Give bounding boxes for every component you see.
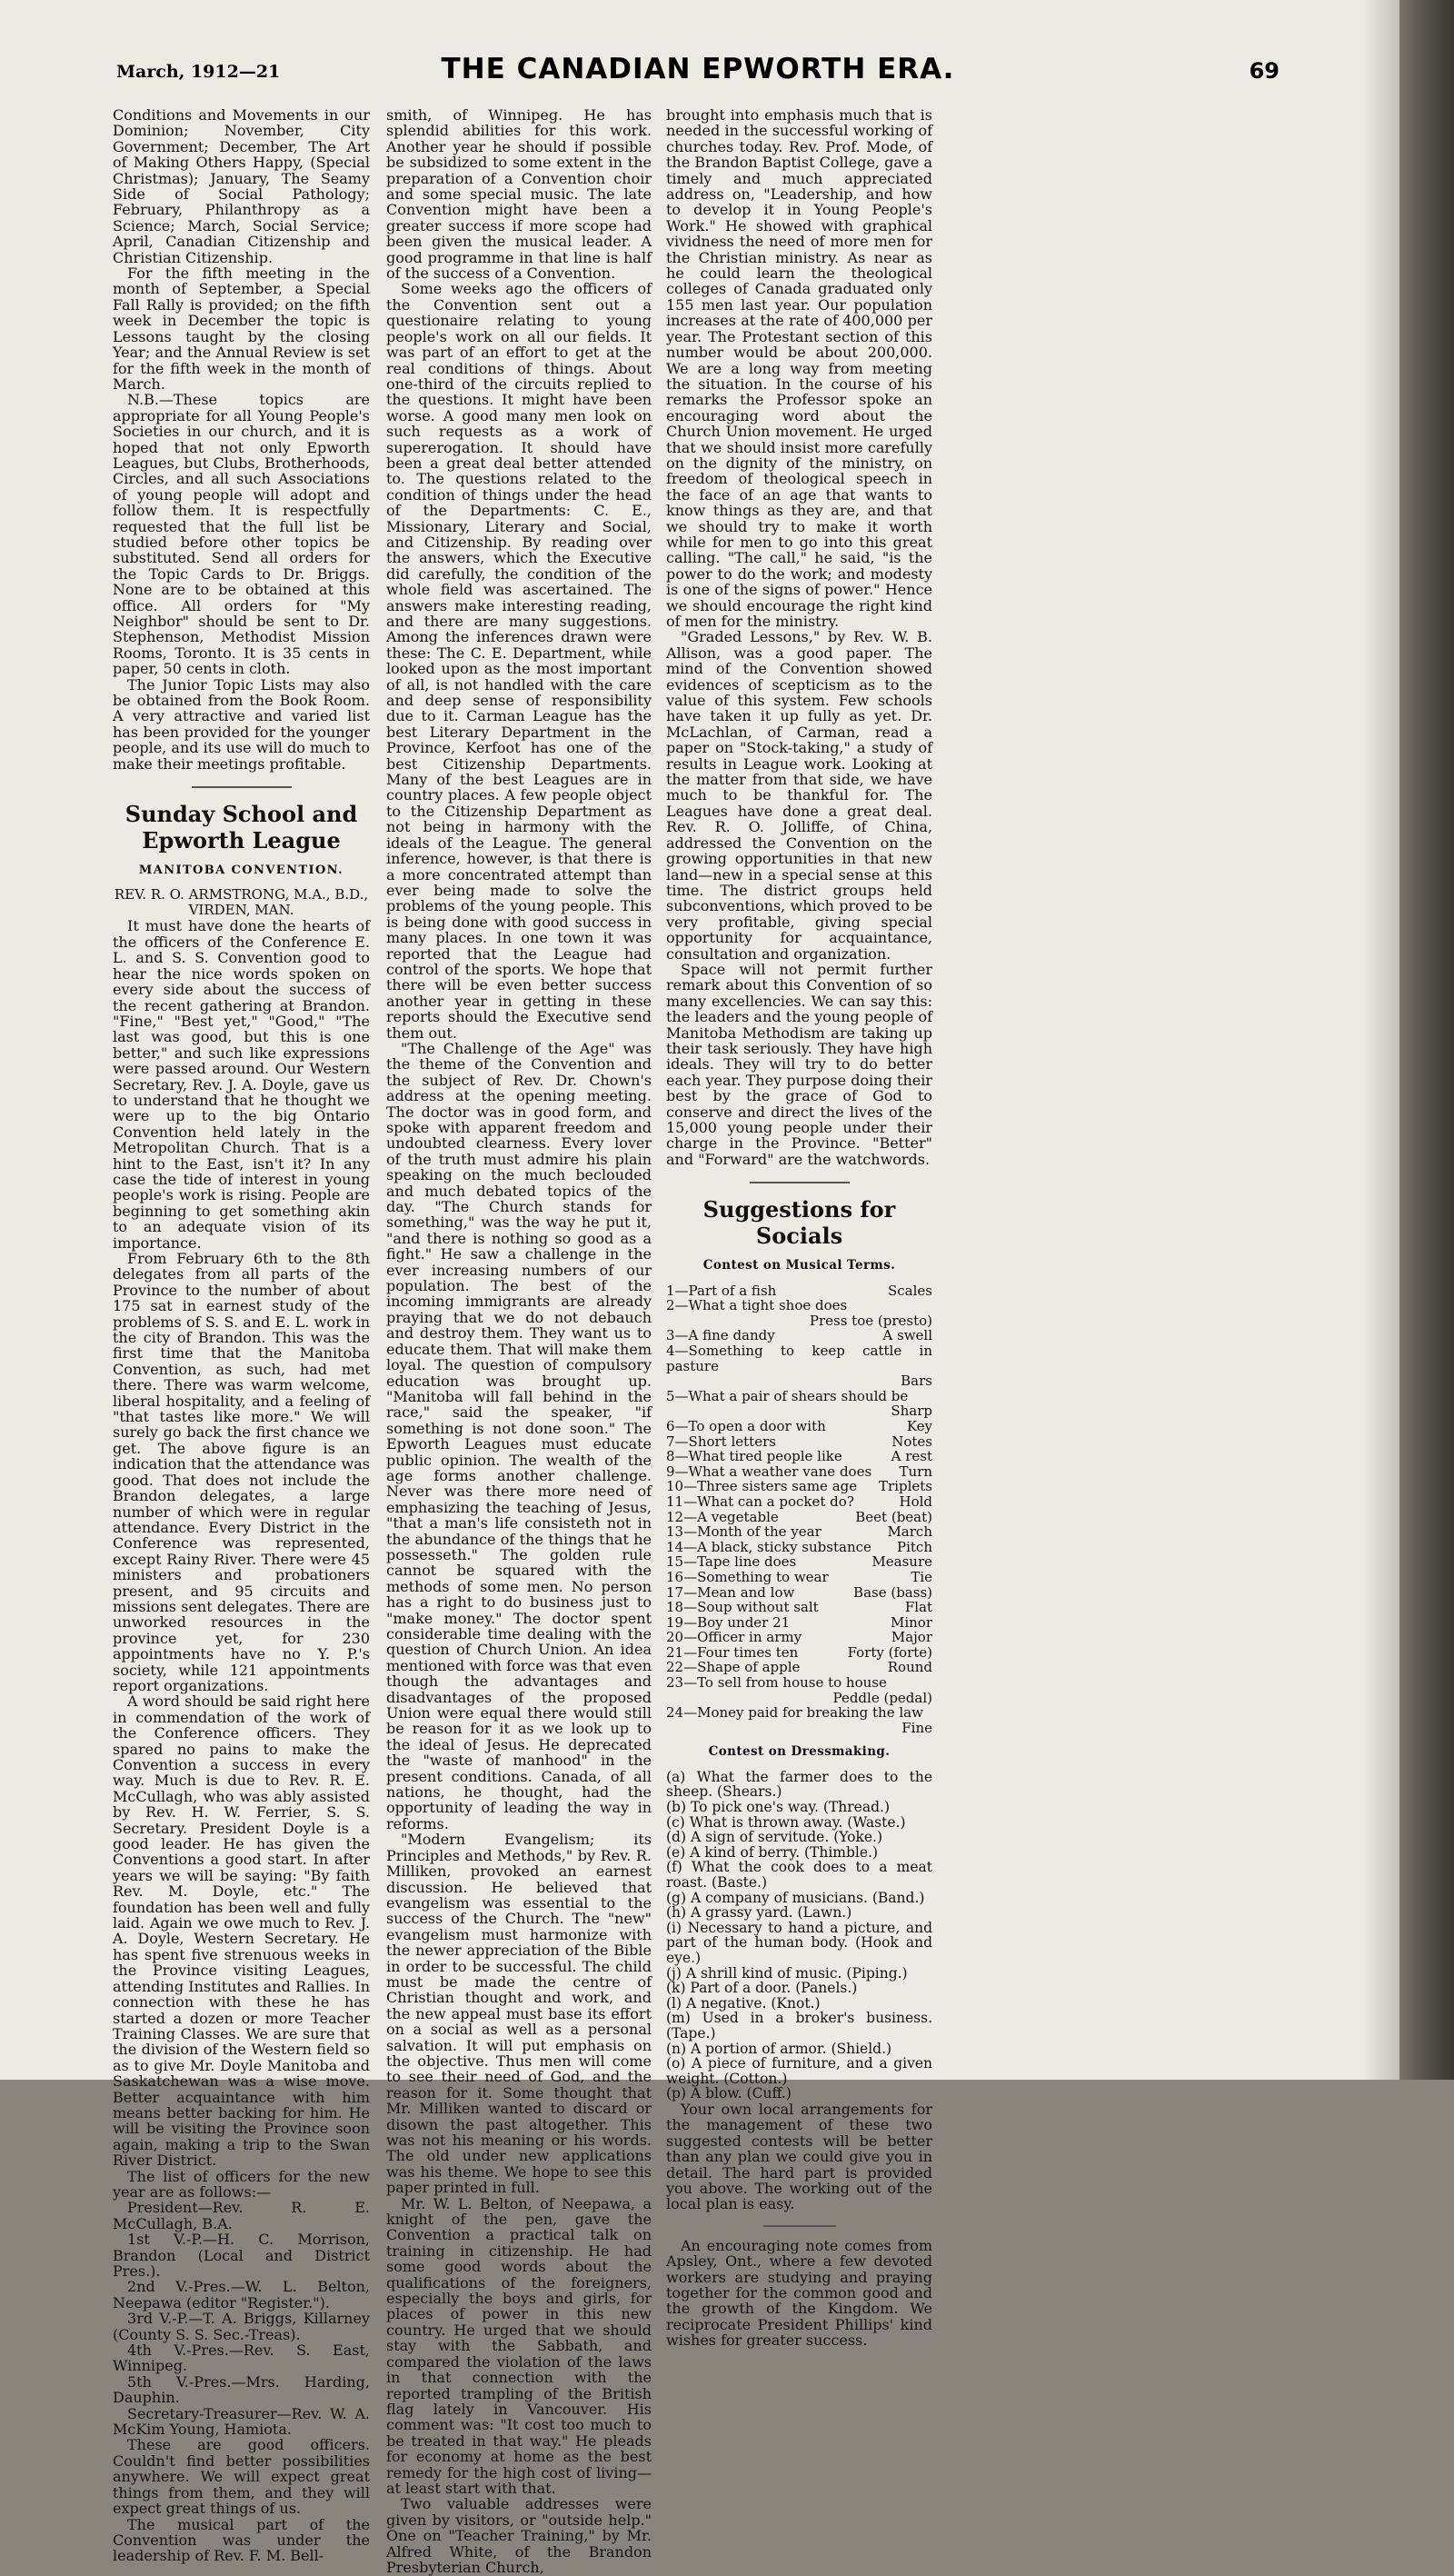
officer-line: President—Rev. R. E. McCullagh, B.A. — [113, 2199, 370, 2232]
header-date: March, 1912—21 — [116, 62, 281, 82]
musical-term-question: 2—What a tight shoe does — [666, 1298, 848, 1314]
divider — [750, 1182, 850, 1183]
musical-term-item — [666, 1554, 932, 1570]
musical-term-answer: Turn — [899, 1463, 932, 1480]
musical-term-answer: Sharp — [891, 1403, 932, 1419]
paragraph: "Modern Evangelism; its Principles and Methods," by Rev. R. Milliken, provoked an earnest discussion. He believed that evangelism was essential to the success of the Church. The "new" evangelism must harmonize with the newer appreciation of the Bible in order to be successful. The child must be made the centre of Christian thought and work, and the new appeal must base its effort on a social as well as a personal salvation. It will put emphasis on the objective. Thus men will come to see their need of God, and the reason for it. Some thought that Mr. Milliken wanted to discard or disown the past altogether. This was not his meaning or his words. The old under new applications was his theme. We hope to see this paper printed in full. — [386, 1831, 652, 2197]
musical-term-answer: Flat — [904, 1600, 932, 1615]
divider — [192, 786, 292, 788]
musical-term-answer: Fine — [901, 1719, 932, 1736]
dressmaking-item: (n) A portion of armor. (Shield.) — [666, 2040, 892, 2057]
dressmaking-item: (f) What the cook does to a meat roast. (Baste.) — [666, 1859, 932, 1891]
musical-term-question: 20—Officer in army — [666, 1630, 802, 1645]
musical-term-item — [666, 1630, 932, 1645]
dressmaking-item: (e) A kind of berry. (Thimble.) — [666, 1843, 879, 1861]
musical-term-item — [666, 1570, 932, 1585]
officer-line: 4th V.-Pres.—Rev. S. East, Winnipeg. — [113, 2341, 370, 2375]
musical-term-answer: Minor — [890, 1614, 932, 1631]
paragraph: For the fifth meeting in the month of September, a Special Fall Rally is provided; on the fifth week in December the topic is Lessons taught by the closing Year; and the Annual Review is set for the fifth week in the month of March. — [113, 265, 370, 393]
musical-term-question: 11—What can a pocket do? — [666, 1493, 854, 1510]
paragraph: "Graded Lessons," by Rev. W. B. Allison, was a good paper. The mind of the Convention showed evidences of scepticism as to the value of this system. Few schools have taken it up fully as yet. Dr. McLachlan, of Carman, read a paper on "Stock-taking," a study of results in League work. Looking at the matter from that side, we have much to be thankful for. The Leagues have done a great deal. Rev. R. O. Jolliffe, of China, addressed the Convention on the growing opportunities in that new land—new in a special sense at this time. The district groups held subconventions, which proved to be very profitable, giving special opportunity for acquaintance, consultation and organization. — [666, 628, 932, 963]
musical-term-answer: Press toe (presto) — [809, 1312, 932, 1329]
paragraph: The Junior Topic Lists may also be obtained from the Book Room. A very attractive and varied list has been provided for the younger people, and its use will do much to make their meetings profitable. — [113, 675, 370, 773]
column-1 — [113, 107, 370, 2564]
column-2 — [386, 107, 652, 2575]
contest-musical-title: Contest on Musical Terms. — [702, 1258, 896, 1273]
dressmaking-item: (b) To pick one's way. (Thread.) — [666, 1799, 890, 1816]
musical-term-item — [666, 1283, 932, 1299]
header-page-number: 69 — [1249, 58, 1280, 84]
dressmaking-list — [666, 1770, 932, 2102]
musical-term-question: 22—Shape of apple — [666, 1660, 801, 1676]
musical-term-item — [666, 1540, 932, 1555]
paragraph: A word should be said right here in commendation of the work of the Conference officers. They spared no pains to make the Convention a success in every way. Much is due to Rev. R. E. McCullagh, who was ably assisted by Rev. H. W. Ferrier, S. S. Secretary. President Doyle is a good leader. He has given the Conventions a good start. In after years we will be saying: "By faith Rev. M. Doyle, etc." The foundation has been well and fully laid. Again we owe much to Rev. J. A. Doyle, Western Secretary. He has spent five strenuous weeks in the Province visiting Leagues, attending Institutes and Rallies. In connection with these he has started a dozen or more Teacher Training Classes. We are sure that the division of the Western field so as to give Mr. Doyle Manitoba and Saskatchewan was a wise move. Better acquaintance with him means better backing for him. He will be visiting the Province soon again, making a trip to the Swan River District. — [113, 1692, 370, 2170]
dressmaking-item: (d) A sign of servitude. (Yoke.) — [666, 1829, 883, 1846]
musical-term-item — [666, 1600, 932, 1615]
musical-term-item — [666, 1645, 932, 1661]
musical-term-answer: Beet (beat) — [855, 1509, 932, 1525]
dressmaking-item: (p) A blow. (Cuff.) — [666, 2085, 792, 2102]
musical-term-answer: Bars — [901, 1373, 932, 1389]
paragraph: Mr. W. L. Belton, of Neepawa, a knight of the pen, gave the Convention a practical talk on training in citizenship. He had some good words about the qualifications of the foreigners, especially the boys and girls, for places of power in this new country. He urged that we should stay with the Sabbath, and compared the violation of the laws in that connection with the reported trampling of the British flag lately in Vancouver. His comment was: "It cost too much to be treated in that way." He pleads for economy at home as the best remedy for the high cost of living—at least start with that. — [386, 2194, 652, 2497]
officer-line: 2nd V.-Pres.—W. L. Belton, Neepawa (editor "Register."). — [113, 2278, 370, 2311]
musical-term-question: 6—To open a door with — [666, 1418, 826, 1434]
dressmaking-item: (k) Part of a door. (Panels.) — [666, 1980, 858, 1997]
musical-term-answer: A rest — [891, 1449, 932, 1464]
musical-term-question: 9—What a weather vane does — [666, 1463, 872, 1480]
book-binding — [1399, 0, 1454, 2080]
divider — [763, 2225, 836, 2227]
officer-line: 1st V.-P.—H. C. Morrison, Brandon (Local and District Pres.). — [113, 2231, 370, 2280]
musical-term-item — [666, 1343, 932, 1389]
musical-term-item — [666, 1585, 932, 1601]
musical-term-answer: Round — [887, 1660, 932, 1676]
musical-term-question: 10—Three sisters same age — [666, 1479, 858, 1494]
paragraph: Two valuable addresses were given by visitors, or "outside help." One on "Teacher Training," by Mr. Alfred White, of the Brandon Presbyterian Church, — [386, 2495, 652, 2576]
article-author: REV. R. O. ARMSTRONG, M.A., B.D., VIRDEN, MAN. — [114, 886, 369, 919]
paragraph: N.B.—These topics are appropriate for all Young People's Societies in our church, and it is hoped that not only Epworth Leagues, but Clubs, Brotherhoods, Circles, and all such Associations of young people will adopt and follow them. It is respectfully requested that the full list be studied before other topics be substituted. Send all orders for the Topic Cards to Dr. Briggs. None are to be obtained at this office. All orders for "My Neighbor" should be sent to Dr. Stephenson, Methodist Mission Rooms, Toronto. It is 35 cents in paper, 50 cents in cloth. — [113, 391, 370, 678]
paragraph: The list of officers for the new year are as follows:— — [113, 2167, 370, 2201]
header-title: THE CANADIAN EPWORTH ERA. — [441, 53, 955, 85]
musical-term-item — [666, 1705, 932, 1735]
musical-term-item — [666, 1524, 932, 1540]
musical-term-answer: Notes — [891, 1433, 932, 1450]
musical-term-item — [666, 1449, 932, 1464]
dressmaking-item: (a) What the farmer does to the sheep. (Shears.) — [666, 1768, 932, 1801]
musical-term-item — [666, 1434, 932, 1450]
running-header — [116, 53, 1280, 98]
musical-term-question: 12—A vegetable — [666, 1509, 779, 1525]
musical-term-question: 16—Something to wear — [666, 1569, 829, 1585]
column-3 — [666, 107, 932, 2349]
musical-term-item — [666, 1660, 932, 1675]
musical-term-item — [666, 1419, 932, 1434]
dressmaking-item: (j) A shrill kind of music. (Piping.) — [666, 1964, 908, 1982]
dressmaking-item: (o) A piece of furniture, and a given weight. (Cotton.) — [666, 2055, 932, 2087]
officer-line: Secretary-Treasurer—Rev. W. A. McKim Young, Hamiota. — [113, 2404, 370, 2439]
musical-term-item — [666, 1494, 932, 1510]
paragraph: Conditions and Movements in our Dominion; November, City Government; December, The Art of Making Others Happy, (Special Christmas); January, The Seamy Side of Social Pathology; February, Philanthropy as a Science; March, Social Service; April, Canadian Citizenship and Christian Citizenship. — [113, 106, 370, 266]
musical-term-answer: Major — [891, 1630, 932, 1645]
socials-title: Suggestions for Socials — [702, 1196, 896, 1250]
musical-term-question: 1—Part of a fish — [666, 1283, 777, 1299]
musical-term-question: 4—Something to keep cattle in pasture — [666, 1343, 932, 1374]
paragraph: Space will not permit further remark about this Convention of so many excellencies. We can say this: the leaders and the young people of Manitoba Methodism are taking up their task seriously. They have high ideals. They will try to do better each year. They purpose doing their best by the grace of God to conserve and direct the lives of the 15,000 young people under their charge in the Province. "Better" and "Forward" are the watchwords. — [666, 960, 932, 1168]
dressmaking-item: (g) A company of musicians. (Band.) — [666, 1889, 925, 1906]
musical-term-item — [666, 1389, 932, 1419]
musical-term-question: 15—Tape line does — [666, 1554, 797, 1570]
contest-dressmaking-title: Contest on Dressmaking. — [708, 1744, 891, 1760]
musical-term-answer: March — [887, 1524, 932, 1540]
musical-term-question: 8—What tired people like — [666, 1449, 842, 1464]
musical-term-item — [666, 1328, 932, 1343]
musical-term-question: 14—A black, sticky substance — [666, 1539, 871, 1555]
musical-term-answer: Forty (forte) — [847, 1644, 932, 1661]
musical-term-answer: Hold — [899, 1493, 932, 1510]
musical-term-answer: A swell — [882, 1328, 932, 1343]
paragraph: The musical part of the Convention was under the leadership of Rev. F. M. Bell- — [113, 2515, 370, 2565]
musical-term-question: 21—Four times ten — [666, 1644, 799, 1661]
paragraph: Some weeks ago the officers of the Convention sent out a questionaire relating to young people's work on all our fields. It was part of an effort to get at the real conditions of things. About one-third of the circuits replied to the questions. It might have been worse. A good many men look on such requests as a work of supererogation. It should have been a great deal better attended to. The questions related to the condition of things under the head of the Departments: C. E., Missionary, Literary and Social, and Citizenship. By reading over the answers, which the Executive did carefully, the condition of the whole field was ascertained. The answers make interesting reading, and there are many suggestions. Among the inferences drawn were these: The C. E. Department, while looked upon as the most important of all, is not handled with the care and deep sense of responsibility due to it. Carman League has the best Literary Department in the Province, Kerfoot has one of the best Citizenship Departments. Many of the best Leagues are in country places. A few people object to the Citizenship Department as not being in harmony with the ideals of the League. The general inference, however, is that there is a more concentrated attempt than ever being made to solve the problems of the young people. This is being done with good success in many places. In one town it was reported that the League had control of the sports. We hope that there will be even better success another year in getting in these reports should the Executive send them out. — [386, 280, 652, 1042]
musical-term-answer: Triplets — [879, 1479, 932, 1494]
musical-term-item — [666, 1510, 932, 1525]
paragraph: From February 6th to the 8th delegates from all parts of the Province to the number of about 175 sat in earnest study of the problems of S. S. and E. L. work in the city of Brandon. This was the first time that the Manitoba Convention, as such, had met there. There was warm welcome, liberal hospitality, and a feeling of "that tastes like more." We will surely go back the first chance we get. The above figure is an indication that the attendance was good. That does not include the Brandon delegates, a large number of which were in regular attendance. Every District in the Conference was represented, except Rainy River. There were 45 ministers and probationers present, and 95 circuits and missions sent delegates. There are unworked resources in the province yet, for 230 appointments have no Y. P.'s society, while 121 appointments report organizations. — [113, 1250, 370, 1694]
musical-term-item — [666, 1464, 932, 1480]
musical-term-question: 19—Boy under 21 — [666, 1614, 791, 1631]
musical-term-answer: Measure — [871, 1554, 932, 1570]
musical-term-item — [666, 1615, 932, 1631]
article-title: Sunday School and Epworth League — [124, 801, 358, 854]
paragraph: These are good officers. Couldn't find better possibilities anywhere. We will expect great things from them, and they will expect great things of us. — [113, 2436, 370, 2518]
musical-term-answer: Pitch — [897, 1539, 932, 1555]
paragraph: An encouraging note comes from Apsley, Ont., where a few devoted workers are studying and praying together for the common good and the growth of the Kingdom. We reciprocate President Phillips' kind wishes for greater success. — [666, 2236, 932, 2350]
musical-term-answer: Peddle (pedal) — [832, 1689, 932, 1706]
musical-term-question: 24—Money paid for breaking the law — [666, 1705, 923, 1722]
officer-line: 5th V.-Pres.—Mrs. Harding, Dauphin. — [113, 2372, 370, 2407]
paragraph: "The Challenge of the Age" was the theme of the Convention and the subject of Rev. Dr. Chown's address at the opening meeting. The doctor was in good form, and spoke with apparent freedom and undoubted clearness. Every lover of the truth must admire his plain speaking on the much beclouded and much debated topics of the day. "The Church stands for something," was the way he put it, "and there is nothing so good as a fight." He saw a challenge in the ever increasing numbers of our population. The best of the incoming immigrants are already praying that we do not debauch and destroy them. They want us to educate them. That will make them loyal. The question of compulsory education was brought up. "Manitoba will fall behind in the race," said the speaker, "if something is not done soon." The Epworth Leagues must educate public opinion. The wealth of the age forms another challenge. Never was there more need of emphasizing the teaching of Jesus, "that a man's life consisteth not in the abundance of the things that he possesseth." The golden rule cannot be squared with the methods of some men. No person has a right to do business just to "make money." The doctor spent considerable time dealing with the question of Church Union. An idea mentioned with force was that even though the advantages and disadvantages of the proposed Union were equal there would still be reason for it as we look up to the ideal of Jesus. He deprecated the "waste of manhood" in the present conditions. Canada, of all nations, he thought, had the opportunity of leading the way in reforms. — [386, 1039, 652, 1832]
musical-term-item — [666, 1675, 932, 1705]
paragraph: It must have done the hearts of the officers of the Conference E. L. and S. S. Convention good to hear the nice words spoken on every side about the success of the recent gathering at Brandon. "Fine," "Best yet," "Good," "The last was good, but this is one better," and such like expressions were passed around. Our Western Secretary, Rev. J. A. Doyle, gave us to understand that he thought we were up to the big Ontario Convention held lately in the Metropolitan Church. That is a hint to the East, isn't it? In any case the tide of interest in young people's work is rising. People are beginning to get something akin to an adequate vision of its importance. — [113, 917, 370, 1252]
paragraph: brought into emphasis much that is needed in the successful working of churches today. Rev. Prof. Mode, of the Brandon Baptist College, gave a timely and much appreciated address on, "Leadership, and how to develop it in Young People's Work." He showed with graphical vividness the need of more men for the Christian ministry. As near as he could learn the theological colleges of Canada graduated only 155 men last year. Our population increases at the rate of 400,000 per year. The Protestant section of this number would be about 200,000. We are a long way from meeting the situation. In the course of his remarks the Professor spoke an encouraging word about the Church Union movement. He urged that we should insist more carefully on the dignity of the ministry, on freedom of theological speech in the face of an age that wants to know things as they are, and that we should try to make it worth while for men to go into this great calling. "The call," he said, "is the power to do the work; and modesty is one of the signs of power." Hence we should encourage the right kind of men for the ministry. — [666, 106, 932, 630]
article-subtitle: MANITOBA CONVENTION. — [138, 864, 344, 878]
paragraph: Your own local arrangements for the management of these two suggested contests will be better than any plan we could give you in detail. The hard part is provided you above. The working out of the local plan is easy. — [666, 2100, 932, 2213]
paragraph: smith, of Winnipeg. He has splendid abilities for this work. Another year he should if possible be subsidized to some extent in the preparation of a Convention choir and some special music. The late Convention might have been a greater success if more scope had been given the musical leader. A good programme in that line is half of the success of a Convention. — [386, 106, 652, 283]
dressmaking-item: (h) A grassy yard. (Lawn.) — [666, 1904, 852, 1922]
dressmaking-item: (c) What is thrown away. (Waste.) — [666, 1813, 906, 1831]
dressmaking-item: (l) A negative. (Knot.) — [666, 1994, 821, 2012]
musical-term-answer: Key — [906, 1418, 932, 1434]
musical-term-question: 3—A fine dandy — [666, 1328, 775, 1343]
dressmaking-item: (i) Necessary to hand a picture, and part of the human body. (Hook and eye.) — [666, 1919, 932, 1966]
musical-term-item — [666, 1298, 932, 1328]
musical-term-answer: Base (bass) — [853, 1584, 932, 1601]
musical-term-question: 23—To sell from house to house — [666, 1675, 887, 1692]
officer-line: 3rd V.-P.—T. A. Briggs, Killarney (County S. S. Sec.-Treas). — [113, 2310, 370, 2343]
musical-term-answer: Scales — [888, 1283, 932, 1299]
page-shadow — [1363, 0, 1399, 2080]
dressmaking-item: (m) Used in a broker's business. (Tape.) — [666, 2010, 932, 2042]
musical-term-answer: Tie — [911, 1569, 932, 1585]
musical-term-question: 13—Month of the year — [666, 1524, 822, 1540]
musical-term-question: 5—What a pair of shears should be — [666, 1388, 909, 1404]
musical-term-item — [666, 1479, 932, 1494]
musical-term-question: 7—Short letters — [666, 1433, 776, 1450]
musical-term-question: 18—Soup without salt — [666, 1600, 819, 1615]
musical-terms-list — [666, 1283, 932, 1736]
musical-term-question: 17—Mean and low — [666, 1584, 795, 1601]
